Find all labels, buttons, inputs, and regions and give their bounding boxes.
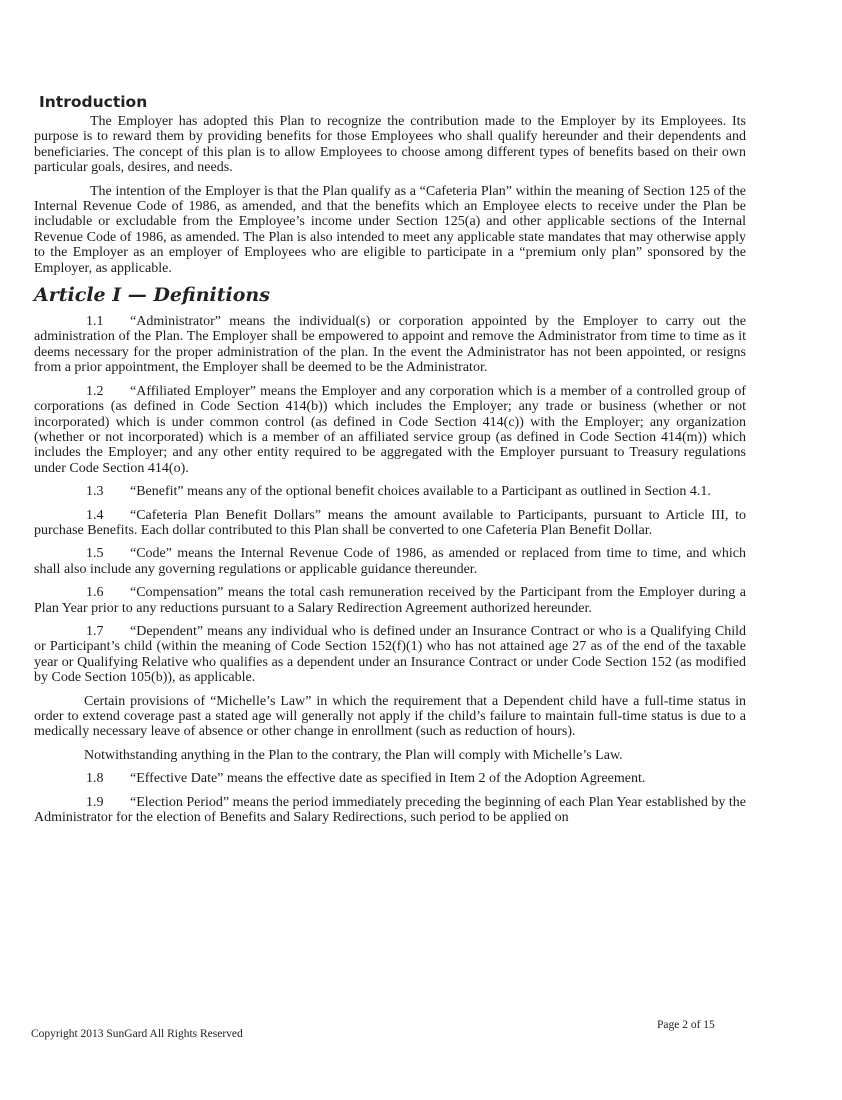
definition-text: “Benefit” means any of the optional benefit choices available to a Participant as outlined in Section 4.1. (130, 484, 711, 500)
footer-page-number: Page 2 of 15 (657, 1019, 715, 1031)
document-body (34, 93, 746, 833)
definition-1-8 (34, 771, 746, 786)
definition-text: “Dependent” means any individual who is defined under an Insurance Contract or who is a Qualifying Child or Participant’s child (within the meaning of Code Section 152(f)(1) who has not attained age 27 as of the end of the taxable year or Qualifying Relative who qualifies as a dependent under an Insurance Contract or under Code Section 152 (as modified by Code Section 105(b)), as applicable. (34, 623, 746, 686)
definition-1-4 (34, 508, 746, 539)
footer-copyright: Copyright 2013 SunGard All Rights Reserved (31, 1028, 243, 1040)
definition-1-1 (34, 314, 746, 376)
introduction-heading: Introduction (39, 93, 148, 111)
definition-1-7 (34, 624, 746, 686)
definition-text: “Election Period” means the period immediately preceding the beginning of each Plan Year established by the Administrator for the election of Benefits and Salary Redirections, such period to be applied on (34, 794, 746, 826)
definition-text: “Code” means the Internal Revenue Code of 1986, as amended or replaced from time to time, and which shall also include any governing regulations or applicable guidance thereunder. (34, 546, 746, 577)
definition-number: 1.6 (86, 585, 104, 601)
definition-text: “Compensation” means the total cash remuneration received by the Participant from the Employer during a Plan Year prior to any reductions pursuant to a Salary Redirection Agreement authorized hereunder. (34, 585, 746, 616)
definition-1-2 (34, 384, 746, 476)
definition-number: 1.8 (86, 771, 104, 787)
definition-number: 1.9 (86, 794, 104, 810)
intro-paragraph-2: The intention of the Employer is that the Plan qualify as a “Cafeteria Plan” within the meaning of Section 125 of the Internal Revenue Code of 1986, as amended, and that the benefits which an Employee elects to receive under the Plan be includable or excludable from the Employee’s income under Section 125(a) and other applicable sections of the Internal Revenue Code of 1986, as amended. The Plan is also intended to meet any applicable state mandates that may otherwise apply to the Employer as an employer of Employees who are eligible to participate in a “premium only plan” sponsored by the Employer, as applicable. (34, 183, 746, 276)
definition-number: 1.2 (86, 383, 104, 399)
definition-1-9 (34, 795, 746, 826)
definition-text: “Affiliated Employer” means the Employer and any corporation which is a member of a controlled group of corporations (as defined in Code Section 414(b)) which includes the Employer; any trade or business (whether or not incorporated) which is under common control (as defined in Code Section 414(c)) with the Employer; any organization (whether or not incorporated) which is a member of an affiliated service group (as defined in Code Section 414(m)) which includes the Employer; and any other entity required to be aggregated with the Employer pursuant to Treasury regulations under Code Section 414(o). (34, 383, 746, 476)
article-heading: Article I — Definitions (34, 284, 270, 307)
definition-number: 1.5 (86, 546, 104, 562)
definition-1-5 (34, 546, 746, 577)
definition-1-3 (34, 484, 746, 499)
definition-text: “Effective Date” means the effective date as specified in Item 2 of the Adoption Agreement. (130, 771, 646, 787)
notwithstanding-paragraph: Notwithstanding anything in the Plan to the contrary, the Plan will comply with Michelle’s Law. (84, 747, 623, 763)
definition-text: “Cafeteria Plan Benefit Dollars” means the amount available to Participants, pursuant to Article III, to purchase Benefits. Each dollar contributed to this Plan shall be converted to one Cafeteria Plan Benefit Dollar. (34, 507, 746, 538)
intro-paragraph-1: The Employer has adopted this Plan to recognize the contribution made to the Employer by its Employees. Its purpose is to reward them by providing benefits for those Employees who shall qualify hereunder and their dependents and beneficiaries. The concept of this plan is to allow Employees to choose among different types of benefits based on their own particular goals, desires, and needs. (34, 114, 746, 176)
definition-1-6 (34, 585, 746, 616)
definition-number: 1.1 (86, 314, 104, 330)
definition-number: 1.3 (86, 484, 104, 500)
michelles-law-paragraph: Certain provisions of “Michelle’s Law” in which the requirement that a Dependent child have a full-time status in order to extend coverage past a stated age will generally not apply if the child’s failure to maintain full-time status is due to a medically necessary leave of absence or other change in enrollment (such as reduction of hours). (34, 693, 746, 740)
definition-text: “Administrator” means the individual(s) or corporation appointed by the Employer to carry out the administration of the Plan. The Employer shall be empowered to appoint and remove the Administrator from time to time as it deems necessary for the proper administration of the plan. In the event the Administrator has not been appointed, or resigns from a prior appointment, the Employer shall be deemed to be the Administrator. (34, 314, 746, 376)
definition-number: 1.7 (86, 623, 104, 639)
definition-number: 1.4 (86, 507, 104, 523)
